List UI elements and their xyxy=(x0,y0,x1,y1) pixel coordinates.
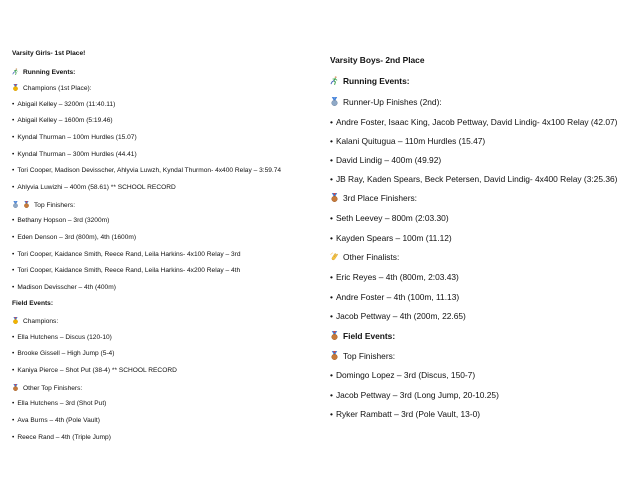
bullet-icon: • xyxy=(330,292,333,302)
boys-other-heading: Other Finalists: xyxy=(330,252,399,262)
boys-running-heading: Running Events: xyxy=(330,76,410,86)
bullet-icon: • xyxy=(12,251,15,258)
list-item: • David Lindig – 400m (49.92) xyxy=(330,155,442,165)
sports-medal-icon xyxy=(12,384,19,391)
bullet-icon: • xyxy=(12,267,15,274)
silver-medal-icon xyxy=(12,201,19,208)
girls-title: Varsity Girls- 1st Place! xyxy=(12,50,86,57)
list-item: • Kaniya Pierce – Shot Put (38-4) ** SCHOOL RECORD xyxy=(12,367,177,374)
list-item: • Ava Burns – 4th (Pole Vault) xyxy=(12,417,100,424)
gold-medal-icon xyxy=(12,84,19,91)
list-item: • Kyndal Thurman – 300m Hurdles (44.41) xyxy=(12,151,137,158)
list-item: • Reece Rand – 4th (Triple Jump) xyxy=(12,434,111,441)
list-item: • Brooke Gissell – High Jump (5-4) xyxy=(12,350,115,357)
bullet-icon: • xyxy=(330,136,333,146)
bullet-icon: • xyxy=(12,434,15,441)
bronze-medal-icon xyxy=(330,193,339,202)
bullet-icon: • xyxy=(12,350,15,357)
girls-top-heading: Top Finishers: xyxy=(12,201,75,209)
bullet-icon: • xyxy=(330,409,333,419)
list-item: • Bethany Hopson – 3rd (3200m) xyxy=(12,217,110,224)
runner-icon xyxy=(330,76,339,85)
girls-champions-heading: Champions (1st Place): xyxy=(12,84,92,92)
list-item: • Eric Reyes – 4th (800m, 2:03.43) xyxy=(330,272,459,282)
bullet-icon: • xyxy=(12,134,15,141)
gold-medal-icon xyxy=(12,317,19,324)
boys-top-heading: Top Finishers: xyxy=(330,351,395,361)
girls-field-heading: Field Events: xyxy=(12,300,54,307)
bullet-icon: • xyxy=(12,184,15,191)
list-item: • Andre Foster, Isaac King, Jacob Pettway, David Lindig- 4x100 Relay (42.07) xyxy=(330,117,618,127)
bullet-icon: • xyxy=(330,174,333,184)
list-item: • Tori Cooper, Kaidance Smith, Reece Rand, Leila Harkins- 4x100 Relay – 3rd xyxy=(12,251,241,258)
bullet-icon: • xyxy=(12,101,15,108)
boys-third-heading: 3rd Place Finishers: xyxy=(330,193,417,203)
list-item: • Seth Leevey – 800m (2:03.30) xyxy=(330,213,449,223)
list-item: • Abigail Kelley – 1600m (5:19.46) xyxy=(12,117,113,124)
bullet-icon: • xyxy=(330,117,333,127)
list-item: • Kalani Quitugua – 110m Hurdles (15.47) xyxy=(330,136,486,146)
bullet-icon: • xyxy=(12,417,15,424)
girls-running-heading: Running Events: xyxy=(12,68,75,76)
list-item: • Kayden Spears – 100m (11.12) xyxy=(330,233,452,243)
sports-medal-icon xyxy=(330,351,339,360)
bullet-icon: • xyxy=(330,311,333,321)
list-item: • Tori Cooper, Kaidance Smith, Reece Rand, Leila Harkins- 4x200 Relay – 4th xyxy=(12,267,241,274)
list-item: • Ella Hutchens – Discus (120-10) xyxy=(12,334,112,341)
list-item: • Madison Devisscher – 4th (400m) xyxy=(12,284,116,291)
runner-icon xyxy=(12,68,19,75)
list-item: • Jacob Pettway – 3rd (Long Jump, 20-10.25) xyxy=(330,390,499,400)
list-item: • Abigail Kelley – 3200m (11:40.11) xyxy=(12,101,116,108)
list-item: • Tori Cooper, Madison Devisscher, Ahlyvia Luwzh, Kyndal Thurmon- 4x400 Relay – 3:59.74 xyxy=(12,167,282,174)
list-item: • Ella Hutchens – 3rd (Shot Put) xyxy=(12,400,107,407)
list-item: • Kyndal Thurman – 100m Hurdles (15.07) xyxy=(12,134,137,141)
bullet-icon: • xyxy=(330,213,333,223)
bullet-icon: • xyxy=(12,151,15,158)
list-item: • Jacob Pettway – 4th (200m, 22.65) xyxy=(330,311,466,321)
list-item: • JB Ray, Kaden Spears, Beck Petersen, David Lindig- 4x400 Relay (3:25.36) xyxy=(330,174,618,184)
list-item: • Ahlyvia Luwizhi – 400m (58.61) ** SCHOOL RECORD xyxy=(12,184,176,191)
bullet-icon: • xyxy=(12,400,15,407)
bullet-icon: • xyxy=(12,284,15,291)
bullet-icon: • xyxy=(12,167,15,174)
bullet-icon: • xyxy=(330,233,333,243)
list-item: • Ryker Rambatt – 3rd (Pole Vault, 13-0) xyxy=(330,409,481,419)
bullet-icon: • xyxy=(330,390,333,400)
bullet-icon: • xyxy=(330,155,333,165)
bullet-icon: • xyxy=(330,370,333,380)
bullet-icon: • xyxy=(12,117,15,124)
boys-field-heading: Field Events: xyxy=(330,331,395,341)
girls-field-champions-heading: Champions: xyxy=(12,317,58,325)
boys-runnerup-heading: Runner-Up Finishes (2nd): xyxy=(330,97,442,107)
silver-medal-icon xyxy=(330,97,339,106)
bullet-icon: • xyxy=(12,234,15,241)
sports-medal-icon xyxy=(330,331,339,340)
girls-other-heading: Other Top Finishers: xyxy=(12,384,82,392)
boys-title: Varsity Boys- 2nd Place xyxy=(330,55,425,65)
list-item: • Andre Foster – 4th (100m, 11.13) xyxy=(330,292,460,302)
bronze-medal-icon xyxy=(23,201,30,208)
list-item: • Domingo Lopez – 3rd (Discus, 150-7) xyxy=(330,370,476,380)
bullet-icon: • xyxy=(12,367,15,374)
bullet-icon: • xyxy=(12,334,15,341)
clapping-hands-icon xyxy=(330,252,339,261)
list-item: • Eden Denson – 3rd (800m), 4th (1600m) xyxy=(12,234,137,241)
bullet-icon: • xyxy=(12,217,15,224)
bullet-icon: • xyxy=(330,272,333,282)
